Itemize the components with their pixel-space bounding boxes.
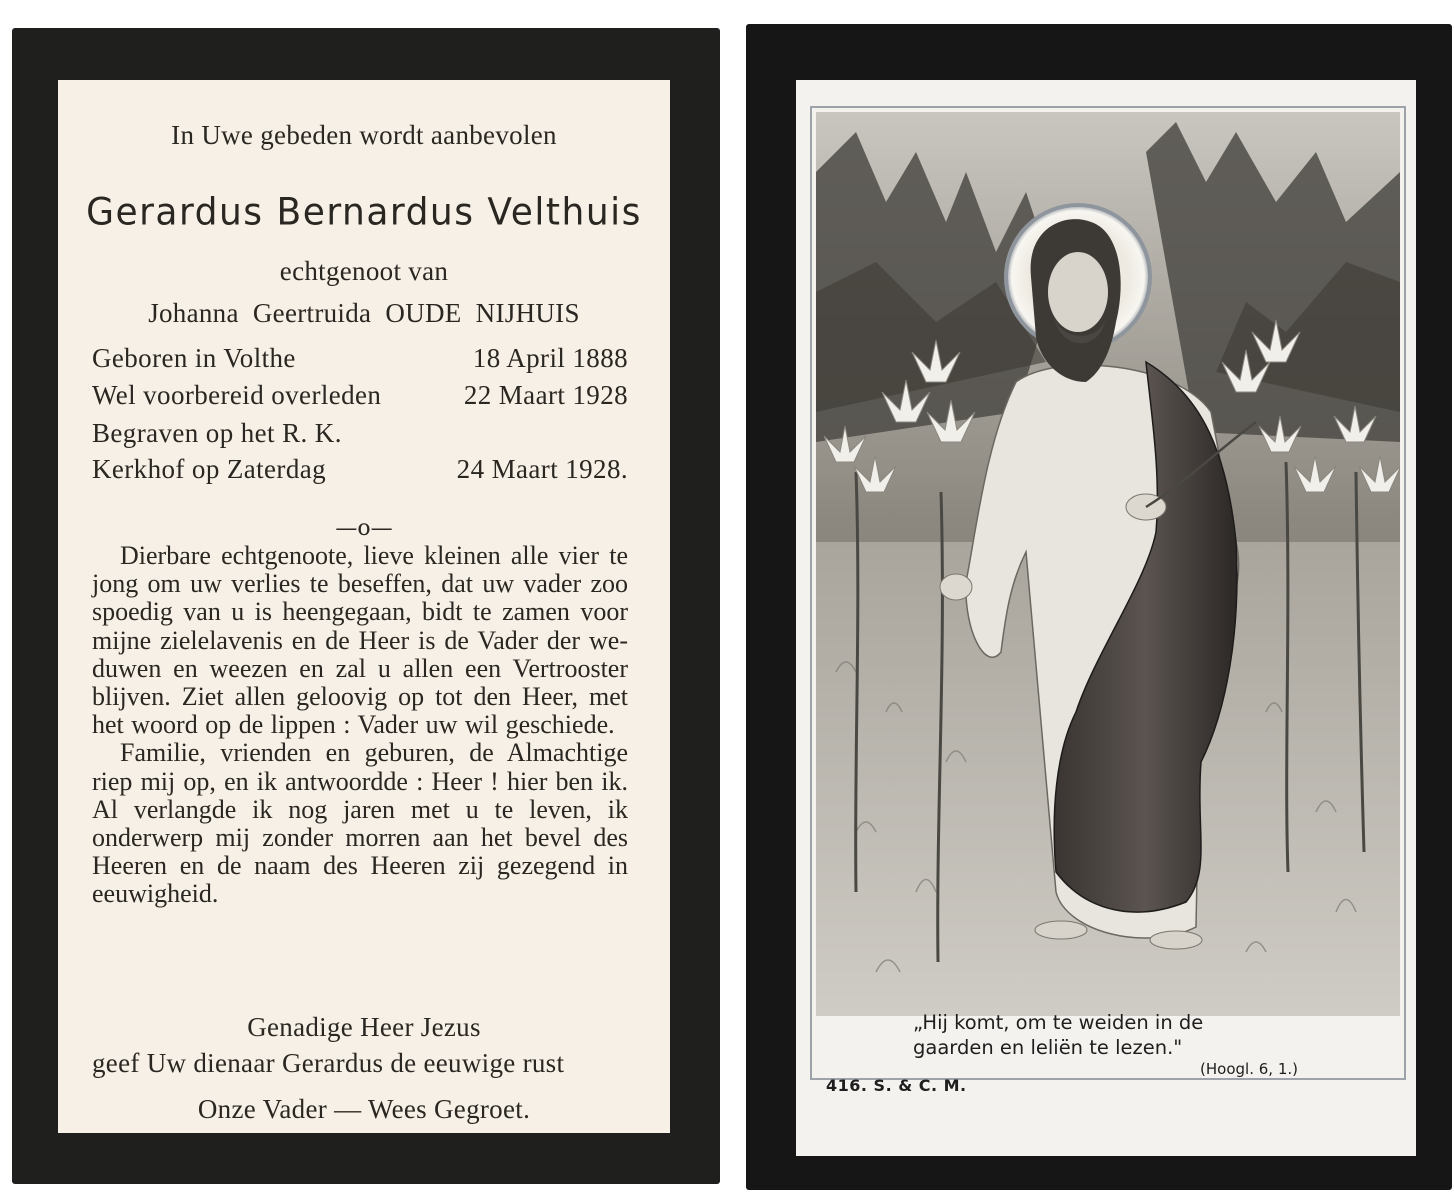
fact-row-burial (92, 418, 628, 448)
fact-value: 18 April 1888 (472, 343, 628, 373)
devotional-illustration (816, 112, 1400, 1074)
spouse-intro: echtgenoot van (279, 256, 449, 286)
deceased-name: Gerardus Bernardus Velthuis (86, 191, 642, 235)
spouse-name: Johanna Geertruida OUDE NIJHUIS (148, 298, 580, 328)
farewell-paragraph-2: Familie, vrienden en geburen, de Almachtige riep mij op, en ik antwoordde : Heer ! hier ben ik. Al verlangde ik nog jaren met u te leven, ik onderwerp mij zonder morren aan het bevel des Heeren en de naam des Heeren zij gezegend in eeuwigheid. (92, 738, 628, 909)
farewell-text (92, 542, 628, 909)
fact-value: 22 Maart 1928 (463, 380, 628, 410)
jesus-among-lilies-illustration (816, 112, 1400, 1016)
fact-label: Geboren in Volthe (92, 343, 296, 373)
memorial-text-panel (58, 80, 670, 1133)
quote-line-2: gaarden en leliën te lezen." (913, 1036, 1183, 1059)
printer-code: 416. S. & C. M. (826, 1076, 967, 1095)
closing-prayers: Onze Vader — Wees Gegroet. (197, 1094, 531, 1124)
fact-label: Kerkhof op Zaterdag (92, 454, 327, 484)
ornament-separator: —o— (335, 516, 393, 541)
prayer-line-2: geef Uw dienaar Gerardus de eeuwige rust (92, 1048, 565, 1078)
farewell-paragraph-1: Dierbare echtgenoote, lieve kleinen alle vier te jong om uw verlies te beseffen, dat uw vader zoo spoedig van u is heengegaan, bidt te zamen voor mijne zielelavenis en de Heer is de Vader der weduwen en weezen en zal u allen een Vertrooster blijven. Ziet allen geloovig op tot den Heer, met het woord op de lippen : Vader uw wil geschiede. (92, 541, 628, 740)
intro-line: In Uwe gebeden wordt aanbevolen (171, 120, 557, 150)
fact-row-birth (92, 343, 628, 373)
scripture-reference: (Hoogl. 6, 1.) (1200, 1060, 1298, 1078)
scripture-quote (913, 1010, 1333, 1060)
prayer-line-1: Genadige Heer Jezus (247, 1012, 481, 1042)
fact-row-burial-date (92, 454, 628, 484)
image-panel (796, 80, 1416, 1156)
quote-line-1: „Hij komt, om te weiden in de (913, 1011, 1204, 1034)
fact-value: 24 Maart 1928. (456, 454, 628, 484)
memorial-card-back (746, 24, 1452, 1190)
memorial-card-front (12, 28, 720, 1184)
fact-row-death (92, 380, 628, 410)
fact-label: Begraven op het R. K. (92, 418, 342, 448)
fact-label: Wel voorbereid overleden (92, 380, 382, 410)
